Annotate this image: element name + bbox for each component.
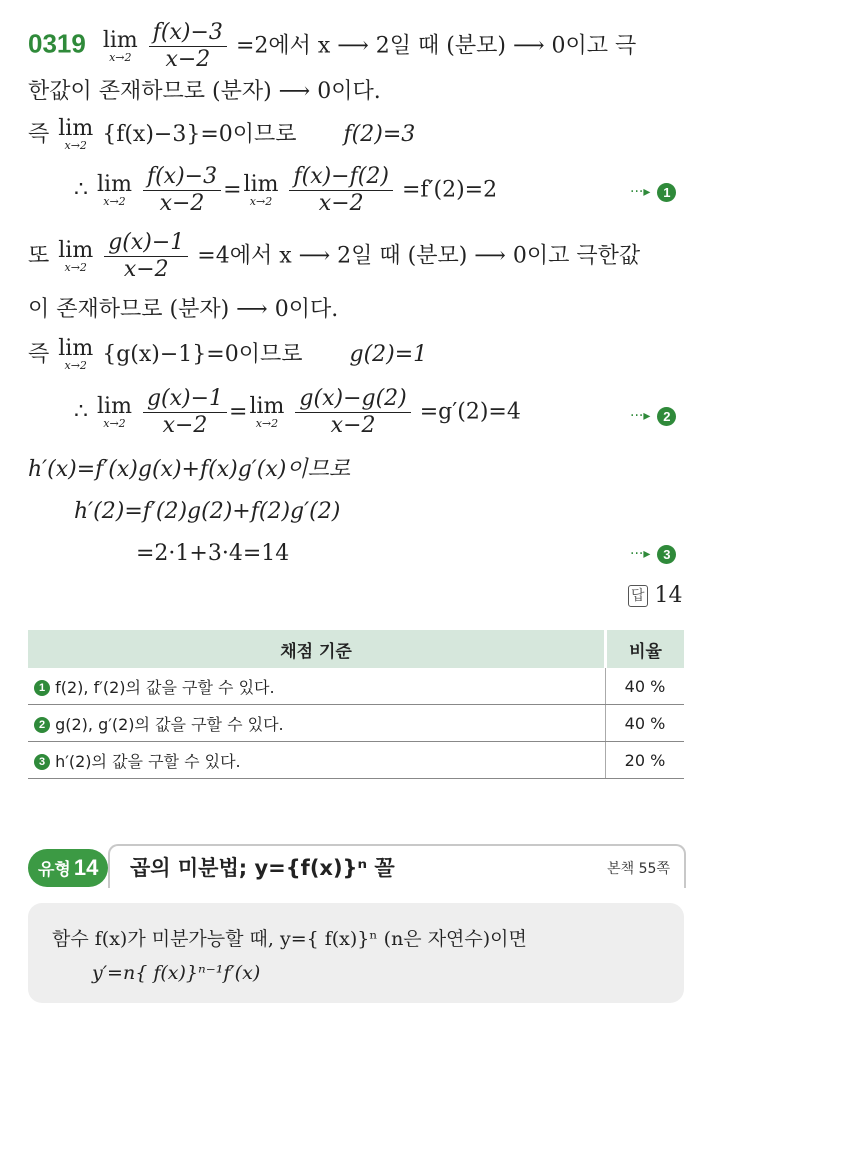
formula-box (28, 903, 684, 1003)
fraction: $\frac{f(x)-3}{x-2}$ (149, 20, 227, 73)
header-ratio: 비율 (606, 630, 685, 668)
problem-line-4: ∴ lim x→2 $\frac{f(x)-3}{x-2}$ = lim x→2 $\frac{f(x)-f(2)}{x-2}$ =f′(2)=2 (74, 164, 498, 216)
limit-symbol: lim x→2 (97, 393, 132, 430)
fraction: $\frac{f(x)-f(2)}{x-2}$ (289, 164, 392, 217)
marker-3: 3 (34, 754, 50, 770)
limit-symbol: lim x→2 (58, 116, 94, 152)
problem-line-5: 또 lim x→2 $\frac{g(x)-1}{x-2}$ =4에서 x ⟶ 2일 때 (분모) ⟶ 0이고 극한값 (28, 230, 641, 282)
table-row: 3 h′(2)의 값을 구할 수 있다. 20 % (28, 742, 684, 779)
limit-symbol: lim x→2 (97, 171, 132, 208)
step-marker-3: ···▸ 3 (630, 540, 676, 568)
limit-symbol: lim x→2 (58, 336, 94, 372)
fraction: $\frac{g(x)-1}{x-2}$ (104, 230, 188, 283)
type-title: 곱의 미분법; y={f(x)}ⁿ 꼴 (130, 856, 395, 880)
type-badge: 유형 14 (28, 849, 108, 887)
problem-line-8: ∴ lim x→2 $\frac{g(x)-1}{x-2}$ = lim x→2 $\frac{g(x)-g(2)}{x-2}$ =g′(2)=4 (74, 386, 521, 438)
limit-symbol: lim x→2 (58, 237, 94, 274)
formula-line-2: y′=n{ f(x)}ⁿ⁻¹f′(x) (92, 962, 261, 984)
book-reference: 본책 55쪽 (607, 861, 670, 877)
problem-line-3: 즉 lim x→2 {f(x)−3}=0이므로 f(2)=3 (28, 116, 416, 152)
problem-line-2: 한값이 존재하므로 (분자) ⟶ 0이다. (28, 79, 381, 104)
grading-table (28, 630, 684, 779)
step-marker-1: ···▸ 1 (630, 178, 676, 206)
formula-line-1: 함수 f(x)가 미분가능할 때, y={ f(x)}ⁿ (n은 자연수)이면 (52, 928, 527, 950)
step-marker-2: ···▸ 2 (630, 402, 676, 430)
problem-line-7: 즉 lim x→2 {g(x)−1}=0이므로 g(2)=1 (28, 336, 428, 372)
table-row: 2 g(2), g′(2)의 값을 구할 수 있다. 40 % (28, 705, 684, 742)
limit-symbol: lim x→2 (249, 393, 285, 430)
answer-value: 14 (654, 583, 683, 608)
marker-2: 2 (34, 717, 50, 733)
marker-1: 1 (34, 680, 50, 696)
type-title-box (108, 844, 686, 888)
answer (628, 582, 683, 610)
problem-line-11: =2·1+3·4=14 (136, 541, 290, 566)
fraction: $\frac{g(x)-g(2)}{x-2}$ (295, 386, 410, 439)
answer-icon: 답 (628, 585, 648, 607)
header-criteria: 채점 기준 (28, 630, 606, 668)
table-row: 1 f(2), f′(2)의 값을 구할 수 있다. 40 % (28, 668, 684, 705)
limit-symbol: lim x→2 (102, 27, 138, 64)
limit-symbol: lim x→2 (243, 171, 279, 208)
problem-number: 0319 (28, 28, 86, 59)
text: =2에서 x ⟶ 2일 때 (분모) ⟶ 0이고 극 (235, 33, 637, 59)
fraction: $\frac{f(x)-3}{x-2}$ (143, 164, 221, 217)
problem-line-10: h′(2)=f′(2)g(2)+f(2)g′(2) (74, 499, 341, 524)
problem-line-6: 이 존재하므로 (분자) ⟶ 0이다. (28, 297, 339, 322)
problem-line-1 (28, 20, 636, 73)
problem-line-9: h′(x)=f′(x)g(x)+f(x)g′(x)이므로 (28, 457, 351, 482)
fraction: $\frac{g(x)-1}{x-2}$ (143, 386, 227, 439)
